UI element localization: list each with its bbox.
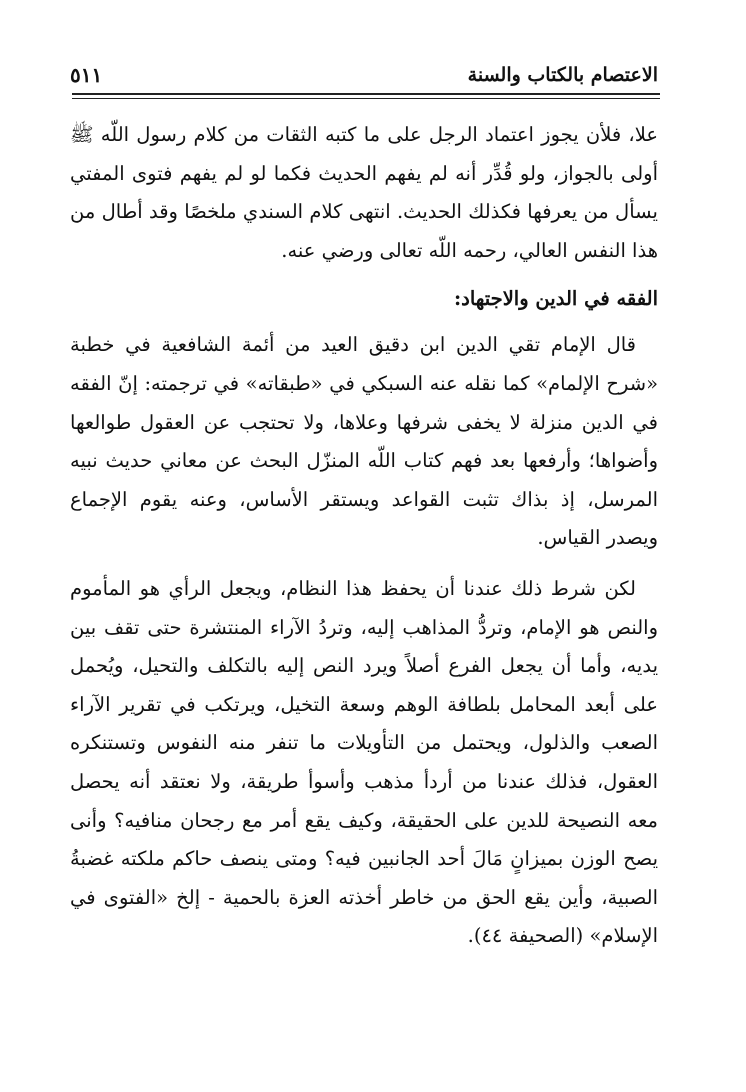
paragraph-gap xyxy=(70,558,658,570)
page-number: ٥١١ xyxy=(70,63,103,87)
page-body xyxy=(70,116,658,956)
running-title: الاعتصام بالكتاب والسنة xyxy=(467,64,658,86)
section-heading: الفقه في الدين والاجتهاد: xyxy=(453,287,658,311)
paragraph-3: لكن شرط ذلك عندنا أن يحفظ هذا النظام، ويجعل الرأي هو المأموم والنص هو الإمام، وتردُّ المذاهب إليه، وتردُ الآراء المنتشرة حتى تقف بين يديه، وأما أن يجعل الفرع أصلاً ويرد النص إليه بالتكلف والتحيل، ويُحمل على أبعد المحامل بلطافة الوهم وسعة التخيل، ويرتكب في تقرير الآراء الصعب والذلول، ويحتمل من التأويلات ما تنفر منه النفوس وتستنكره العقول، فذلك عندنا من أردأ مذهب وأسوأ طريقة، ولا نعتقد أنه يحصل معه النصيحة للدين على الحقيقة، وكيف يقع أمر مع رجحان منافيه؟ وأنى يصح الوزن بميزانٍ مَالَ أحد الجانبين فيه؟ ومتى ينصف حاكم ملكته غضبةُ الصبية، وأين يقع الحق من خاطر أخذته العزة بالحمية - إلخ «الفتوى في الإسلام» (الصحيفة ٤٤). xyxy=(70,576,658,948)
header-rule-thin xyxy=(72,98,660,99)
paragraph-1: علا، فلأن يجوز اعتماد الرجل على ما كتبه الثقات من كلام رسول اللّه ﷺ أولى بالجواز، ولو قُدِّر أنه لم يفهم الحديث فكما لو لم يفهم فتوى المفتي يسأل من يعرفها فكذلك الحديث. انتهى كلام السندي ملخصًا وقد أطال من هذا النفس العالي، رحمه اللّه تعالى ورضي عنه. xyxy=(70,123,658,262)
page-header xyxy=(70,60,658,90)
header-rule-thick xyxy=(72,93,660,95)
paragraph-2: قال الإمام تقي الدين ابن دقيق العيد من أئمة الشافعية في خطبة «شرح الإلمام» كما نقله عنه السبكي في «طبقاته» في ترجمته: إنّ الفقه في الدين منزلة لا يخفى شرفها وعلاها، ولا تحتجب عن العقول طوالعها وأضواها؛ وأرفعها بعد فهم كتاب اللّه المنزّل البحث عن معاني حديث نبيه المرسل، إذ بذاك تثبت القواعد ويستقر الأساس، وعنه يقوم الإجماع ويصدر القياس. xyxy=(70,333,658,550)
